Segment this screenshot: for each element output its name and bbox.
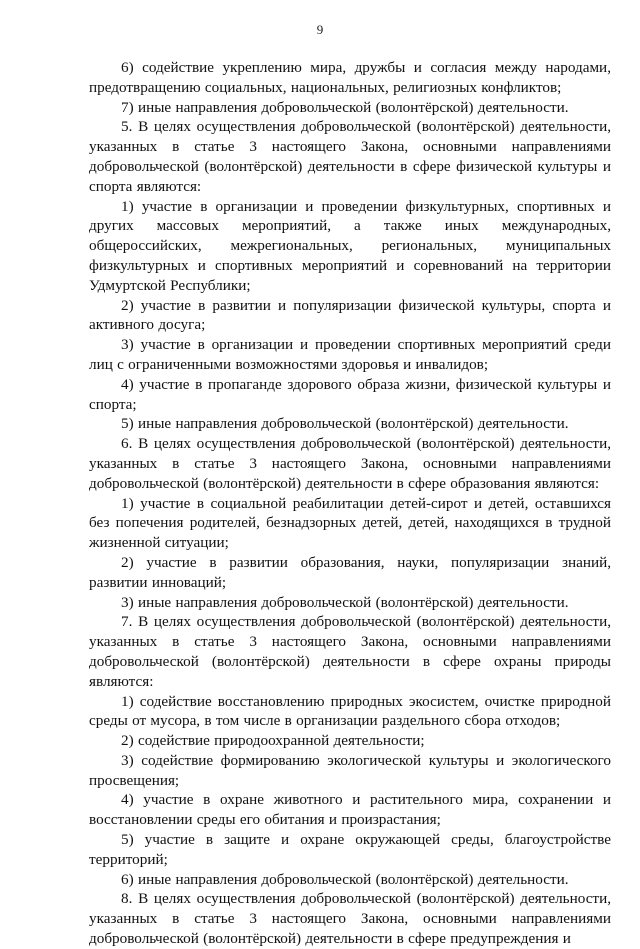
page-number: 9 xyxy=(316,22,324,37)
list-item: 1) содействие восстановлению природных экосистем, очистке природной среды от мусора, в том числе в организации раздельного сбора отходов; xyxy=(89,692,611,730)
list-item: 5) иные направления добровольческой (волонтёрской) деятельности. xyxy=(121,415,569,433)
section-paragraph: 7. В целях осуществления добровольческой (волонтёрской) деятельности, указанных в статье 3 настоящего Закона, основными направлениями добровольческой (волонтёрской) деятельности в сфере охраны природы являются: xyxy=(89,613,611,690)
list-item: 3) содействие формированию экологической культуры и экологического просвещения; xyxy=(89,751,611,789)
list-item: 4) участие в пропаганде здорового образа жизни, физической культуры и спорта; xyxy=(89,375,611,413)
list-item: 6) иные направления добровольческой (волонтёрской) деятельности. xyxy=(121,870,569,888)
list-item: 1) участие в организации и проведении физкультурных, спортивных и других массовых мероприятий, а также иных международных, общероссийских, межрегиональных, региональных, муниципальных физкультурных и спортивных мероприятий и соревнований на территории Удмуртской Республики; xyxy=(89,197,611,294)
list-item: 2) содействие природоохранной деятельности; xyxy=(121,732,425,750)
section-paragraph: 6. В целях осуществления добровольческой (волонтёрской) деятельности, указанных в статье 3 настоящего Закона, основными направлениями добровольческой (волонтёрской) деятельности в сфере образования являются: xyxy=(89,435,611,492)
list-item: 3) участие в организации и проведении спортивных мероприятий среди лиц с ограниченными возможностями здоровья и инвалидов; xyxy=(89,336,611,373)
list-item: 6) содействие укреплению мира, дружбы и согласия между народами, предотвращению социальных, национальных, религиозных конфликтов; xyxy=(89,59,611,96)
list-item: 3) иные направления добровольческой (волонтёрской) деятельности. xyxy=(121,593,569,611)
section-paragraph: 5. В целях осуществления добровольческой (волонтёрской) деятельности, указанных в статье 3 настоящего Закона, основными направлениями добровольческой (волонтёрской) деятельности в сфере физической культуры и спорта являются: xyxy=(89,118,611,195)
list-item: 4) участие в охране животного и растительного мира, сохранении и восстановлении среды его обитания и произрастания; xyxy=(89,791,611,829)
list-item: 5) участие в защите и охране окружающей среды, благоустройстве территорий; xyxy=(89,831,611,868)
list-item: 7) иные направления добровольческой (волонтёрской) деятельности. xyxy=(121,98,569,116)
section-paragraph: 8. В целях осуществления добровольческой (волонтёрской) деятельности, указанных в статье 3 настоящего Закона, основными направлениями добровольческой (волонтёрской) деятельности в сфере предупреждения и xyxy=(89,890,611,948)
list-item: 2) участие в развитии и популяризации физической культуры, спорта и активного досуга; xyxy=(89,296,611,334)
list-item: 2) участие в развитии образования, науки, популяризации знаний, развитии инноваций; xyxy=(89,553,611,591)
list-item: 1) участие в социальной реабилитации детей-сирот и детей, оставшихся без попечения родителей, безнадзорных детей, детей, находящихся в трудной жизненной ситуации; xyxy=(89,494,611,552)
document-body xyxy=(89,58,611,949)
